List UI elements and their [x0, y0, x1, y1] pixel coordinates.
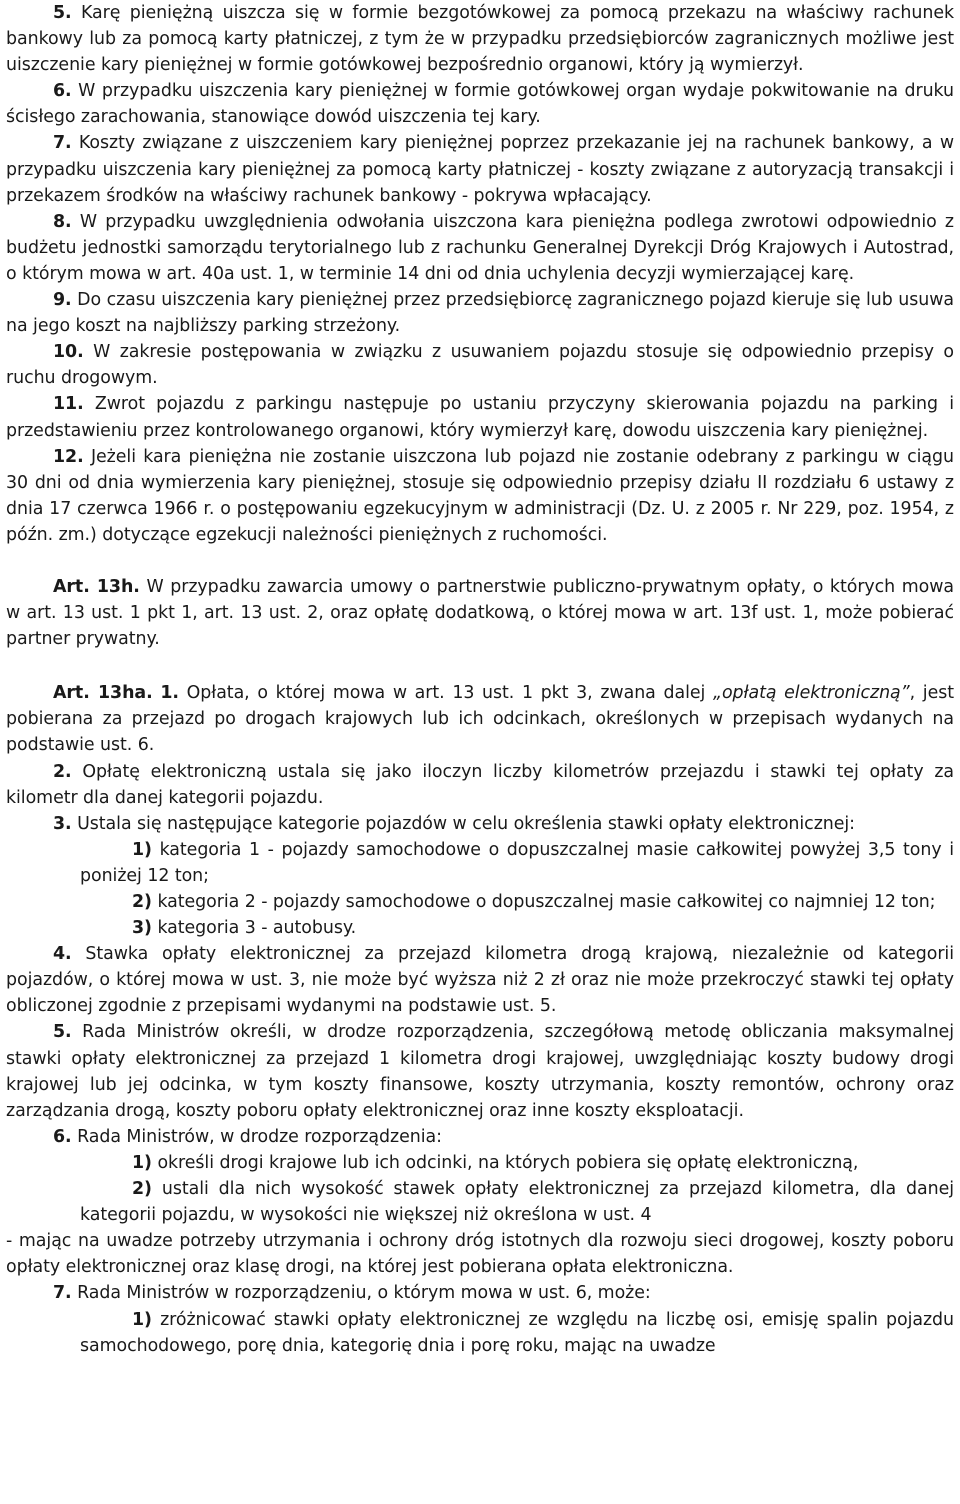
- point-number: 1): [132, 1309, 152, 1330]
- paragraph-number: 5.: [53, 3, 72, 23]
- article-number: Art. 13ha.: [53, 683, 153, 704]
- ust-number: 1.: [160, 683, 179, 704]
- ust-7: [6, 1280, 954, 1306]
- article-text: W przypadku zawarcia umowy o partnerstwie publiczno-prywatnym opłaty, o których mowa w art. 13 ust. 1 pkt 1, art. 13 ust. 2, oraz opłatę dodatkową, o której mowa w art. 13f ust. 1, może pobierać partner prywatny.: [6, 576, 955, 650]
- ust-6: [6, 1124, 954, 1150]
- ust-6-point-1: [80, 1150, 954, 1176]
- paragraph-5: [6, 0, 954, 78]
- ust-number: 2.: [53, 761, 72, 782]
- paragraph-number: 7.: [53, 133, 72, 154]
- ust-number: 4.: [53, 944, 72, 965]
- paragraph-number: 10.: [53, 342, 84, 363]
- article-number: Art. 13h.: [53, 576, 140, 597]
- ust-text: Opłatę elektroniczną ustala się jako iloczyn liczby kilometrów przejazdu i stawki tej opłaty za kilometr dla danej kategorii pojazdu.: [6, 761, 955, 808]
- paragraph-10: [6, 339, 954, 391]
- ust-3-point-1: [80, 837, 954, 889]
- paragraph-11: [6, 391, 954, 443]
- ust-number: 7.: [53, 1283, 72, 1304]
- ust-3-point-3: [80, 915, 954, 941]
- ust-text: Stawka opłaty elektronicznej za przejazd kilometra drogą krajową, niezależnie od kategorii pojazdów, o której mowa w ust. 3, nie może być wyższa niż 2 zł oraz nie może przekroczyć stawki tej opłaty obliczonej zgodnie z przepisami wydanymi na podstawie ust. 5.: [6, 944, 954, 1017]
- point-text: zróżnicować stawki opłaty elektronicznej ze względu na liczbę osi, emisję spalin pojazdu samochodowego, porę dnia, kategorię dnia i porę roku, mając na uwadze: [80, 1309, 955, 1356]
- point-text: ustali dla nich wysokość stawek opłaty elektronicznej za przejazd kilometra, dla danej kategorii pojazdu, w wysokości nie większej niż określona w ust. 4: [80, 1179, 954, 1226]
- point-number: 2): [132, 892, 152, 912]
- ust-4: [6, 941, 954, 1019]
- paragraph-12: [6, 444, 954, 548]
- point-number: 3): [132, 918, 152, 939]
- ust-3-point-2: [80, 889, 954, 915]
- point-text: kategoria 3 - autobusy.: [157, 918, 357, 939]
- paragraph-number: 9.: [53, 290, 72, 311]
- article-13ha-ust-1: [6, 680, 954, 758]
- ust-text: Rada Ministrów określi, w drodze rozporządzenia, szczegółową metodę obliczania maksymalnej stawki opłaty elektronicznej za przejazd 1 kilometra drogi krajowej, uwzględniając koszty budowy drogi krajowej lub jej odcinka, w tym koszty finansowe, koszty utrzymania, koszty remontów, ochrony oraz zarządzania drogą, koszty poboru opłaty elektronicznej oraz inne koszty eksploatacji.: [6, 1022, 954, 1121]
- paragraph-text: Karę pieniężną uiszcza się w formie bezgotówkowej za pomocą przekazu na właściwy rachunek bankowy lub za pomocą karty płatniczej, z tym że w przypadku przedsiębiorców zagranicznych możliwe jest uiszczenie kary pieniężnej w formie gotówkowej bezpośrednio organowi, który ją wymierzył.: [6, 3, 954, 76]
- paragraph-text: W przypadku uwzględnienia odwołania uiszczona kara pieniężna podlega zwrotowi odpowiednio z budżetu jednostki samorządu terytorialnego lub z rachunku Generalnej Dyrekcji Dróg Krajowych i Autostrad, o którym mowa w art. 40a ust. 1, w terminie 14 dni od dnia uchylenia decyzji wymierzającej karę.: [6, 211, 954, 284]
- paragraph-text: Koszty związane z uiszczeniem kary pieniężnej poprzez przekazanie jej na rachunek bankowy, a w przypadku uiszczenia kary pieniężnej za pomocą karty płatniczej - koszty związane z autoryzacją transakcji i przekazem środków na właściwy rachunek bankowy - pokrywa wpłacający.: [6, 133, 954, 206]
- paragraph-number: 8.: [53, 211, 72, 232]
- ust-text: , jest pobierana za przejazd po drogach krajowych lub ich odcinkach, określonych w przepisach wydanych na podstawie ust. 6.: [6, 683, 954, 756]
- ust-number: 5.: [53, 1022, 72, 1043]
- ust-text: Rada Ministrów, w drodze rozporządzenia:: [77, 1126, 442, 1147]
- ust-number: 3.: [53, 813, 72, 834]
- ust-6-tail: - mając na uwadze potrzeby utrzymania i ochrony dróg istotnych dla rozwoju sieci drogowej, koszty poboru opłaty elektronicznej oraz klasę drogi, na której jest pobierana opłata elektroniczna.: [6, 1231, 954, 1278]
- defined-term: „opłatą elektroniczną”: [713, 683, 910, 704]
- point-text: kategoria 1 - pojazdy samochodowe o dopuszczalnej masie całkowitej powyżej 3,5 tony i poniżej 12 ton;: [80, 839, 954, 886]
- paragraph-7: [6, 130, 954, 208]
- ust-6-point-2: [80, 1176, 954, 1228]
- paragraph-text: Zwrot pojazdu z parkingu następuje po ustaniu przyczyny skierowania pojazdu na parking i przedstawieniu przez kontrolowanego organowi, który wymierzył karę, dowodu uiszczenia kary pieniężnej.: [6, 394, 954, 441]
- point-number: 1): [132, 839, 152, 860]
- ust-2: [6, 759, 954, 811]
- paragraph-text: Jeżeli kara pieniężna nie zostanie uiszczona lub pojazd nie zostanie odebrany z parkingu w ciągu 30 dni od dnia wymierzenia kary pieniężnej, stosuje się odpowiednio przepisy działu II rozdziału 6 ustawy z dnia 17 czerwca 1966 r. o postępowaniu egzekucyjnym w administracji (Dz. U. z 2005 r. Nr 229, poz. 1954, z późn. zm.) dotyczące egzekucji należności pieniężnych z ruchomości.: [6, 446, 954, 545]
- ust-7-point-1: [80, 1307, 954, 1359]
- ust-text: Opłata, o której mowa w art. 13 ust. 1 pkt 3, zwana dalej: [186, 683, 713, 704]
- paragraph-number: 11.: [53, 394, 84, 415]
- point-number: 2): [132, 1179, 152, 1200]
- ust-5: [6, 1019, 954, 1123]
- paragraph-text: Do czasu uiszczenia kary pieniężnej przez przedsiębiorcę zagranicznego pojazd kieruje się lub usuwa na jego koszt na najbliższy parking strzeżony.: [6, 290, 954, 337]
- paragraph-6: [6, 78, 954, 130]
- paragraph-number: 12.: [53, 446, 84, 467]
- point-text: kategoria 2 - pojazdy samochodowe o dopuszczalnej masie całkowitej co najmniej 12 ton;: [157, 892, 936, 912]
- ust-number: 6.: [53, 1126, 72, 1147]
- article-13h: [6, 574, 954, 652]
- ust-3: [6, 811, 954, 837]
- paragraph-8: [6, 209, 954, 287]
- paragraph-text: W zakresie postępowania w związku z usuwaniem pojazdu stosuje się odpowiednio przepisy o ruchu drogowym.: [6, 342, 954, 389]
- ust-text: Rada Ministrów w rozporządzeniu, o którym mowa w ust. 6, może:: [77, 1283, 651, 1304]
- paragraph-number: 6.: [53, 81, 72, 102]
- ust-text: Ustala się następujące kategorie pojazdów w celu określenia stawki opłaty elektronicznej:: [77, 813, 855, 834]
- paragraph-text: W przypadku uiszczenia kary pieniężnej w formie gotówkowej organ wydaje pokwitowanie na druku ścisłego zarachowania, stanowiące dowód uiszczenia tej kary.: [6, 81, 954, 128]
- point-number: 1): [132, 1152, 152, 1173]
- point-text: określi drogi krajowe lub ich odcinki, na których pobiera się opłatę elektroniczną,: [157, 1152, 859, 1173]
- paragraph-9: [6, 287, 954, 339]
